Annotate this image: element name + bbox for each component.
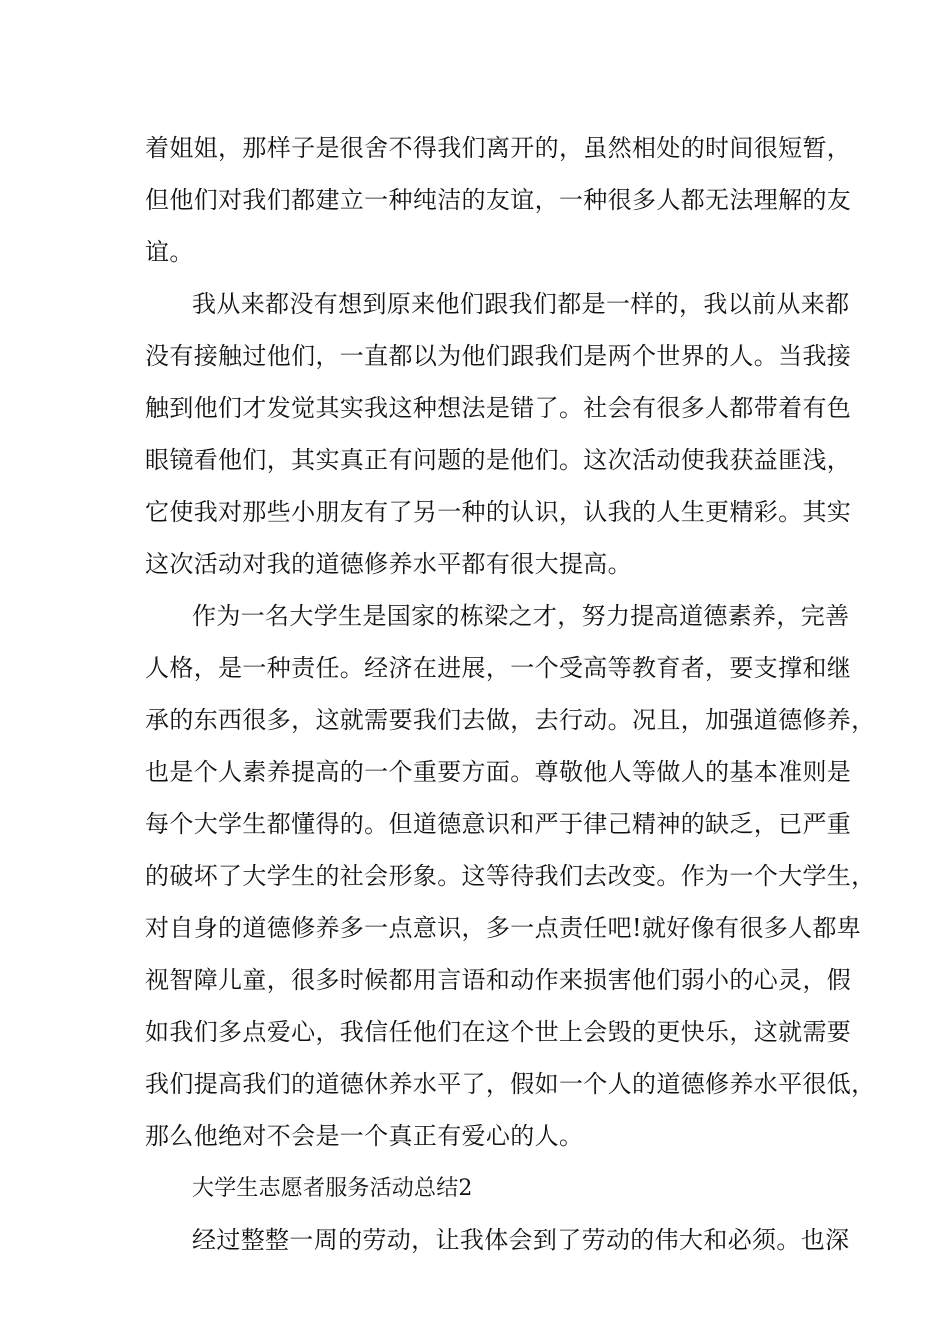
text-line: 如我们多点爱心，我信任他们在这个世上会毁的更快乐，这就需要 [145, 1018, 852, 1046]
text-line: 着姐姐，那样子是很舍不得我们离开的，虽然相处的时间很短暂， [145, 134, 852, 162]
text-line: 的破坏了大学生的社会形象。这等待我们去改变。作为一个大学生， [145, 862, 876, 890]
text-line: 人格，是一种责任。经济在进展，一个受高等教育者，要支撑和继 [145, 654, 852, 682]
text-line: 没有接触过他们，一直都以为他们跟我们是两个世界的人。当我接 [145, 342, 852, 370]
text-line: 我从来都没有想到原来他们跟我们都是一样的，我以前从来都 [192, 290, 850, 318]
text-line: 作为一名大学生是国家的栋梁之才，努力提高道德素养，完善 [192, 602, 850, 630]
text-line: 谊。 [145, 238, 194, 266]
text-line: 经过整整一周的劳动，让我体会到了劳动的伟大和必须。也深 [192, 1226, 850, 1254]
section-heading: 大学生志愿者服务活动总结2 [192, 1176, 473, 1201]
text-line: 承的东西很多，这就需要我们去做，去行动。况且，加强道德修养， [145, 706, 876, 734]
text-line: 也是个人素养提高的一个重要方面。尊敬他人等做人的基本准则是 [145, 758, 852, 786]
text-line: 但他们对我们都建立一种纯洁的友谊，一种很多人都无法理解的友 [145, 186, 852, 214]
text-line: 我们提高我们的道德休养水平了，假如一个人的道德修养水平很低， [145, 1070, 876, 1098]
text-line: 这次活动对我的道德修养水平都有很大提高。 [145, 550, 632, 578]
text-line: 那么他绝对不会是一个真正有爱心的人。 [145, 1122, 584, 1150]
text-line: 它使我对那些小朋友有了另一种的认识，认我的人生更精彩。其实 [145, 498, 852, 526]
text-line: 眼镜看他们，其实真正有问题的是他们。这次活动使我获益匪浅， [145, 446, 852, 474]
text-line: 视智障儿童，很多时候都用言语和动作来损害他们弱小的心灵，假 [145, 966, 852, 994]
text-line: 对自身的道德修养多一点意识，多一点责任吧!就好像有很多人都卑 [145, 914, 862, 942]
text-line: 触到他们才发觉其实我这种想法是错了。社会有很多人都带着有色 [145, 394, 852, 422]
text-line: 每个大学生都懂得的。但道德意识和严于律己精神的缺乏，已严重 [145, 810, 852, 838]
